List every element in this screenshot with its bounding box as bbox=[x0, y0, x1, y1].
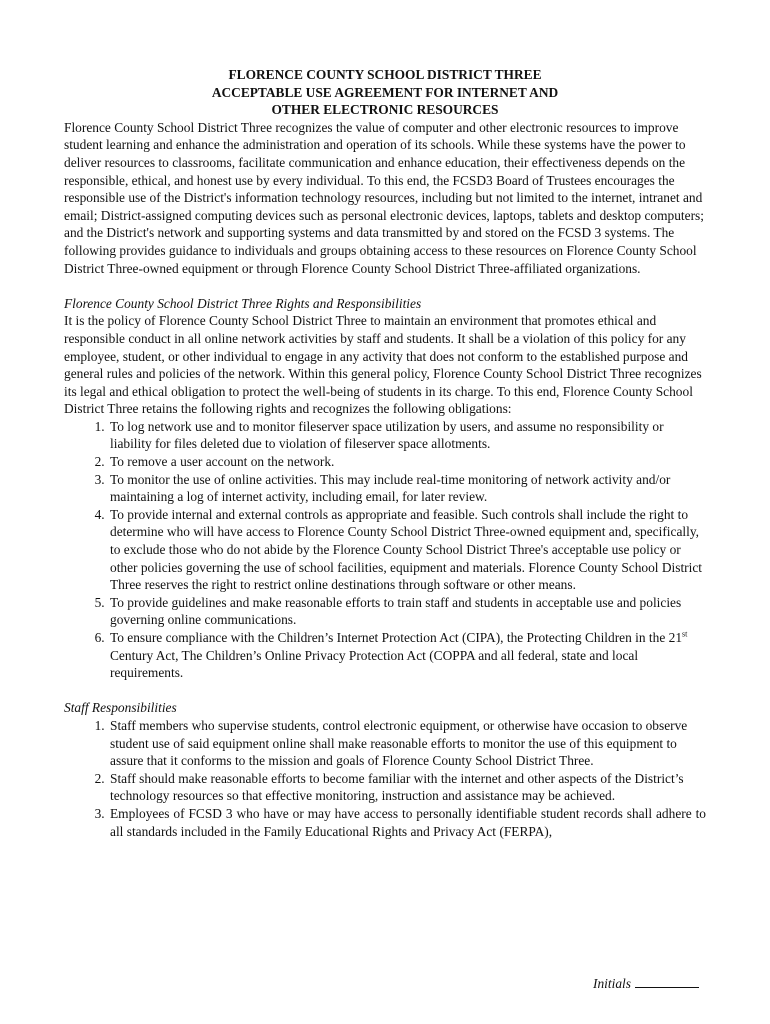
rights-item-2: 2. To remove a user account on the network. bbox=[108, 453, 706, 471]
rights-item-6 bbox=[108, 629, 706, 682]
title-line-3: OTHER ELECTRONIC RESOURCES bbox=[271, 102, 499, 118]
rights-item-3: 3. To monitor the use of online activities. This may include real-time monitoring of network activity and/or maintaining a log of internet activity, including email, for later review. bbox=[108, 471, 706, 506]
rights-item-4: 4. To provide internal and external controls as appropriate and feasible. Such controls shall include the right to determine who will have access to Florence County School District Three-owned equipment and, specifically, to exclude those who do not abide by the Florence County School District Three's acceptable use policy or other policies governing the use of school facilities, equipment and materials. Florence County School District Three reserves the right to restrict online destinations through software or other means. bbox=[108, 506, 706, 594]
rights-item-5: 5. To provide guidelines and make reasonable efforts to train staff and students in acceptable use and policies governing online communications. bbox=[108, 594, 706, 629]
rights-list bbox=[64, 418, 706, 682]
initials-label: Initials bbox=[593, 976, 631, 991]
document-page bbox=[64, 66, 706, 840]
rights-item-6-text-b: Century Act, The Children’s Online Privacy Protection Act (COPPA and all federal, state and local requirements. bbox=[110, 647, 639, 681]
rights-item-1: 1. To log network use and to monitor fileserver space utilization by users, and assume no responsibility or liability for files deleted due to violation of fileserver space allotments. bbox=[108, 418, 706, 453]
title-line-2: ACCEPTABLE USE AGREEMENT FOR INTERNET AND bbox=[211, 84, 559, 100]
staff-item-3: 3. Employees of FCSD 3 who have or may have access to personally identifiable student records shall adhere to all standards included in the Family Educational Rights and Privacy Act (FERPA), bbox=[108, 805, 706, 840]
title-line-1: FLORENCE COUNTY SCHOOL DISTRICT THREE bbox=[228, 67, 542, 82]
rights-heading: Florence County School District Three Rights and Responsibilities bbox=[64, 295, 422, 311]
rights-item-6-text-a: To ensure compliance with the Children’s Internet Protection Act (CIPA), the Protecting Children in the 21 bbox=[110, 630, 683, 645]
initials-blank-line[interactable] bbox=[635, 976, 699, 988]
staff-item-2: 2. Staff should make reasonable efforts to become familiar with the internet and other aspects of the District’s technology resources so that effective monitoring, instruction and assistance may be achieved. bbox=[108, 770, 706, 805]
staff-heading: Staff Responsibilities bbox=[64, 700, 177, 716]
rights-paragraph: It is the policy of Florence County School District Three to maintain an environment that promotes ethical and responsible conduct in all online network activities by staff and students. It shall be a violation of this policy for any employee, student, or other individual to engage in any activity that does not conform to the established purpose and general rules and policies of the network. Within this general policy, Florence County School District Three recognizes its legal and ethical obligation to protect the well-being of students in its charge. To this end, Florence County School District Three retains the following rights and recognizes the following obligations: bbox=[64, 313, 702, 417]
initials-footer bbox=[593, 976, 699, 992]
intro-paragraph: Florence County School District Three recognizes the value of computer and other electronic resources to improve student learning and enhance the administration and operation of its schools. While these systems have the power to deliver resources to classrooms, facilitate communication and enhance education, their effectiveness depends on the responsible, ethical, and honest use by every individual. To this end, the FCSD3 Board of Trustees encourages the responsible use of the District's information technology resources, including but not limited to the internet, intranet and email; District-assigned computing devices such as personal electronic devices, laptops, tablets and desktop computers; and the District's network and supporting systems and data transmitted by and stored on the FCSD 3 systems. The following provides guidance to individuals and groups obtaining access to these resources on Florence County School District Three-owned equipment or through Florence County School District Three-affiliated organizations. bbox=[64, 119, 704, 276]
document-title bbox=[64, 66, 706, 119]
rights-item-6-sup: st bbox=[682, 629, 688, 639]
staff-list bbox=[64, 717, 706, 840]
staff-item-1: 1. Staff members who supervise students, control electronic equipment, or otherwise have occasion to observe student use of said equipment online shall make reasonable efforts to monitor the use of this equipment to assure that it conforms to the mission and goals of Florence County School District Three. bbox=[108, 717, 706, 770]
